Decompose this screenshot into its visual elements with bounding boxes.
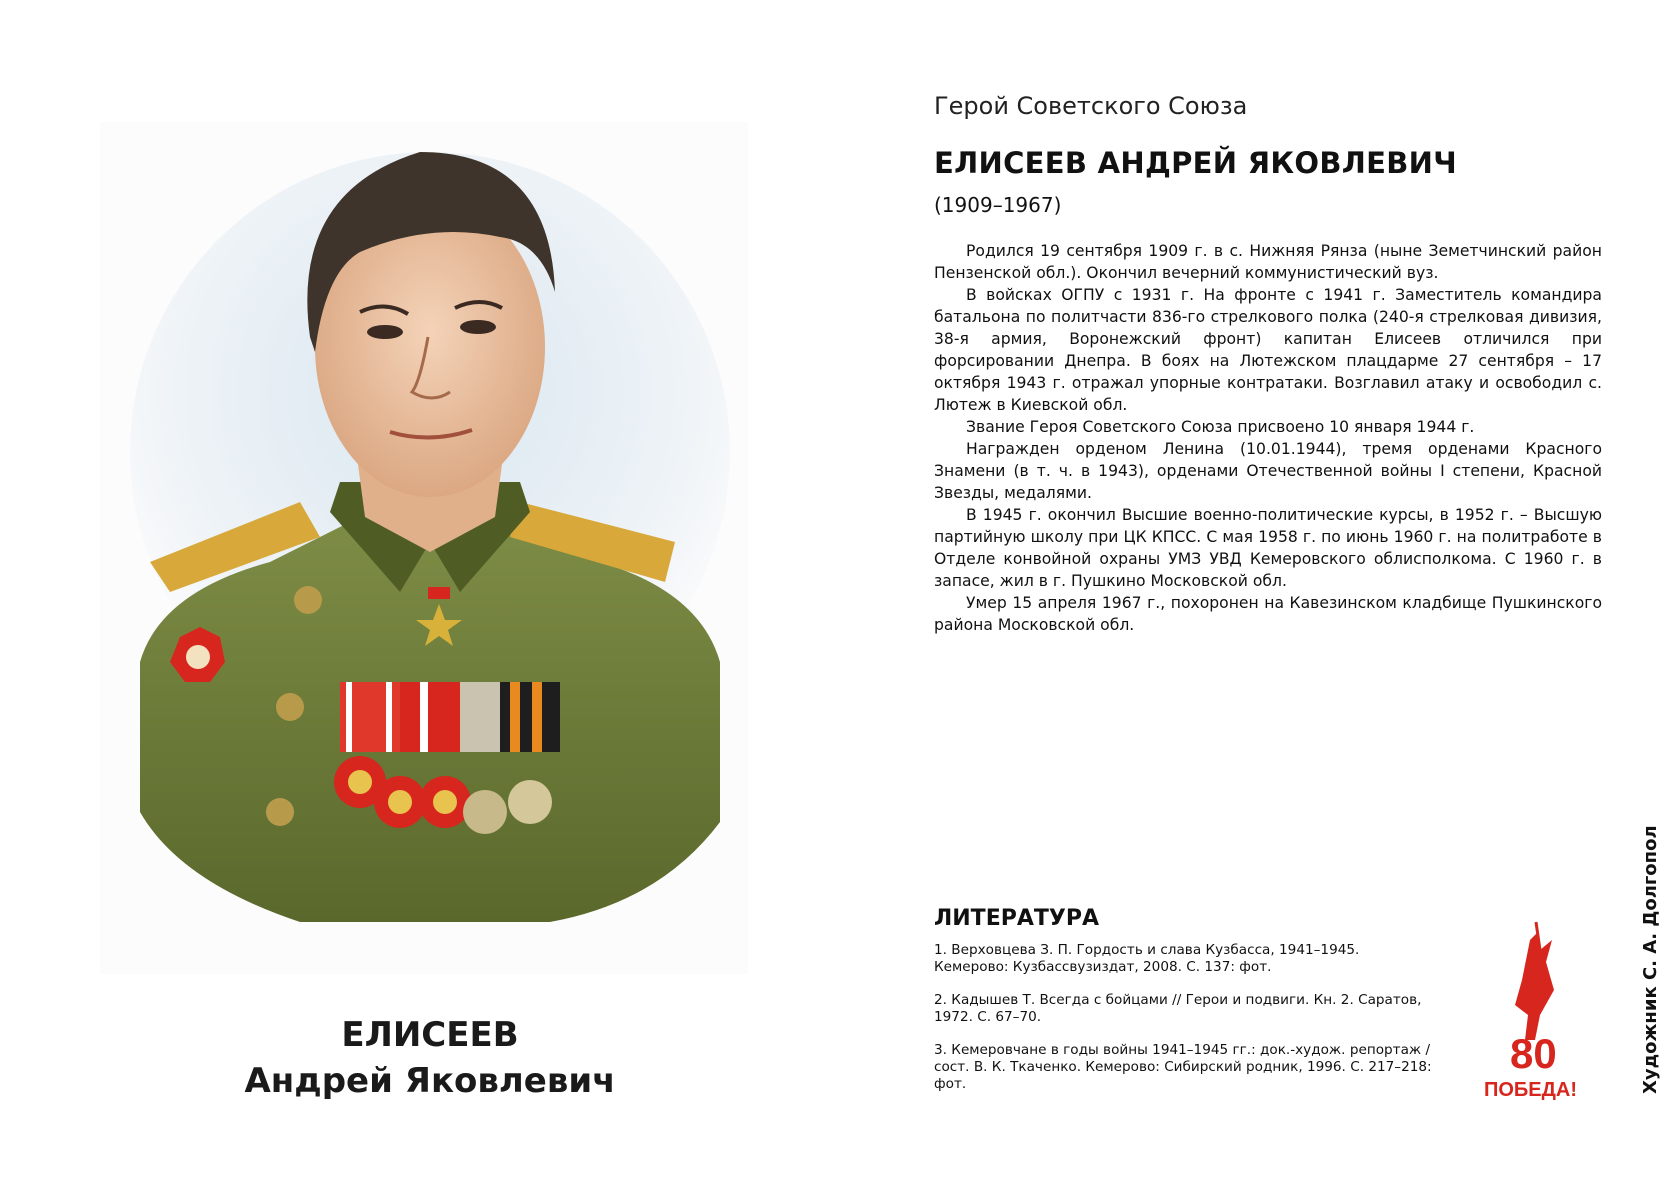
literature-heading: ЛИТЕРАТУРА xyxy=(934,906,1099,931)
caption-surname: ЕЛИСЕЕВ xyxy=(341,1015,519,1055)
coat-button xyxy=(294,586,322,614)
artist-credit: Художник С. А. Долгопол xyxy=(1640,825,1661,1094)
biography xyxy=(934,240,1602,636)
literature-item: 2. Кадышев Т. Всегда с бойцами // Герои и подвиги. Кн. 2. Саратов, 1972. С. 67–70. xyxy=(934,992,1422,1025)
coat-button xyxy=(276,693,304,721)
caption-given-names: Андрей Яковлевич xyxy=(244,1061,616,1101)
literature-item: 3. Кемеровчане в годы войны 1941–1945 гг.: док.-худож. репортаж / сост. В. К. Ткаченко. Кемерово: Сибирский родник, 1996. С. 217–218: фот. xyxy=(934,1042,1432,1092)
bio-paragraph: Умер 15 апреля 1967 г., похоронен на Кавезинском кладбище Пушкинского района Московской обл. xyxy=(934,594,1602,634)
portrait-illustration xyxy=(100,122,748,974)
life-years: (1909–1967) xyxy=(934,193,1062,217)
literature-item: 1. Верховцева З. П. Гордость и слава Кузбасса, 1941–1945. Кемерово: Кузбассвузиздат, 2008. С. 137: фот. xyxy=(934,942,1360,975)
ribbon-bars xyxy=(340,682,560,752)
logo-number: 80 xyxy=(1510,1030,1557,1077)
portrait-image xyxy=(100,122,748,974)
bio-paragraph: Звание Героя Советского Союза присвоено 10 января 1944 г. xyxy=(966,418,1475,436)
victory-80-logo xyxy=(1480,920,1590,1105)
motherland-statue-icon xyxy=(1515,932,1554,1040)
medal-icon xyxy=(463,790,507,834)
left-eye xyxy=(367,325,403,339)
right-eye xyxy=(460,320,496,334)
bio-paragraph: В 1945 г. окончил Высшие военно-политические курсы, в 1952 г. – Высшую партийную школу при ЦК КПСС. С мая 1958 г. по июнь 1960 г. на политработе в Отделе конвойной охраны УМЗ УВД Кемеровского облисполкома. С 1960 г. в запасе, жил в г. Пушкино Московской обл. xyxy=(934,506,1602,590)
medal-icon xyxy=(508,780,552,824)
bio-paragraph: В войсках ОГПУ с 1931 г. На фронте с 1941 г. Заместитель командира батальона по политчасти 836-го стрелкового полка (240-я стрелковая дивизия, 38-я армия, Воронежский фронт) капитан Елисеев отличился при форсировании Днепра. В боях на Лютежском плацдарме 27 сентября – 17 октября 1943 г. отражал упорные контратаки. Возглавил атаку и освободил с. Лютеж в Киевской обл. xyxy=(934,286,1602,414)
portrait-caption xyxy=(150,1012,710,1104)
page-title: ЕЛИСЕЕВ АНДРЕЙ ЯКОВЛЕВИЧ xyxy=(934,146,1457,180)
literature-list xyxy=(934,942,1434,1109)
bio-paragraph: Родился 19 сентября 1909 г. в с. Нижняя Рянза (ныне Земетчинский район Пензенской обл.). Окончил вечерний коммунистический вуз. xyxy=(934,242,1602,282)
coat-button xyxy=(266,798,294,826)
logo-word: ПОБЕДА! xyxy=(1484,1079,1577,1101)
bio-paragraph: Награжден орденом Ленина (10.01.1944), тремя орденами Красного Знамени (в т. ч. в 1943), орденами Отечественной войны I степени, Красной Звезды, медалями. xyxy=(934,440,1602,502)
hero-title: Герой Советского Союза xyxy=(934,92,1248,120)
hero-ribbon xyxy=(428,587,450,599)
